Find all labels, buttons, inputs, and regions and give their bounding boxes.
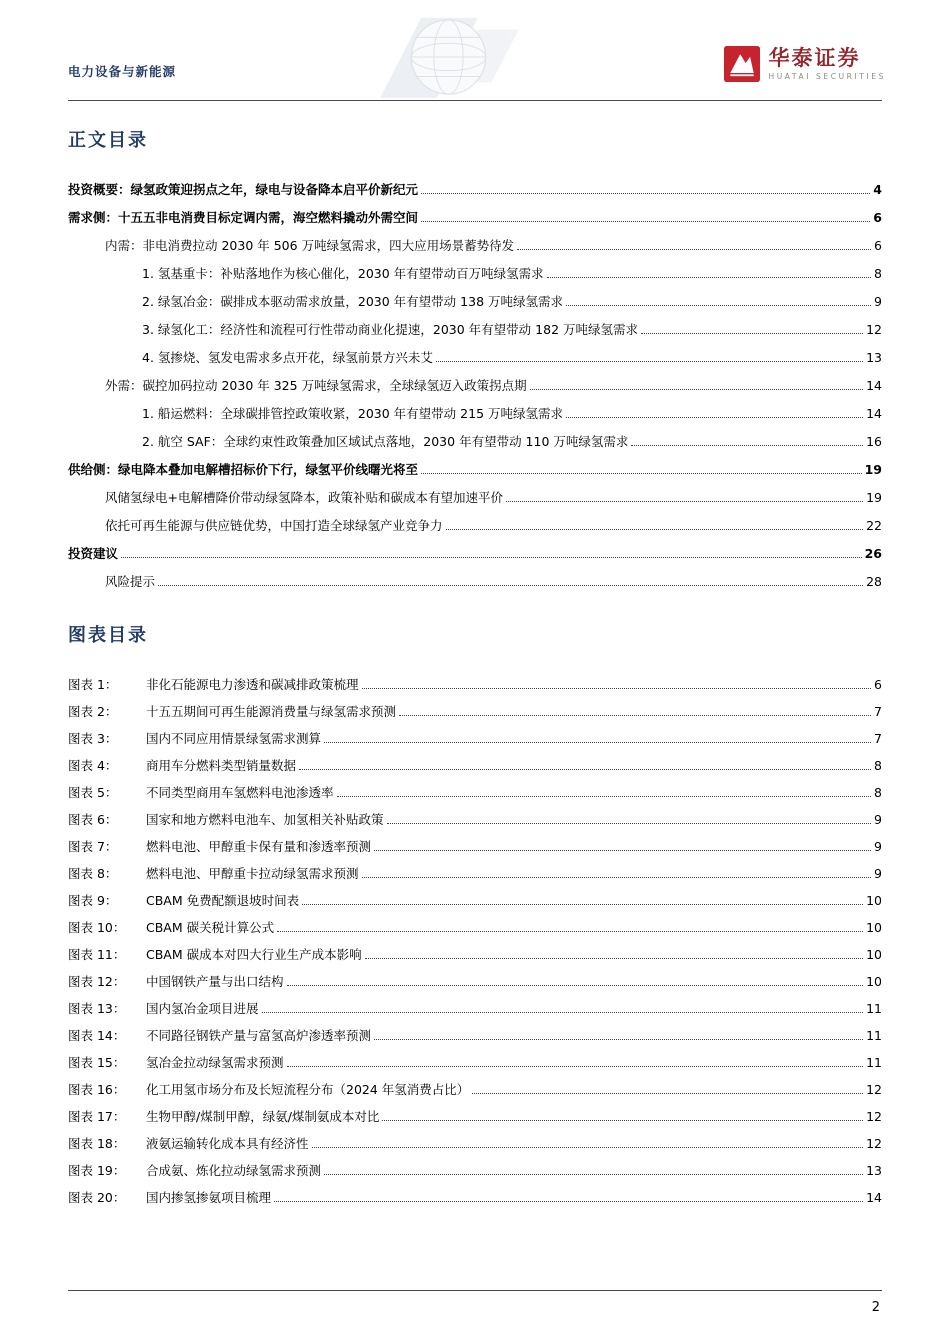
huatai-logo-icon <box>724 46 760 82</box>
figure-entry <box>68 947 882 962</box>
dot-leader <box>158 585 863 586</box>
figure-entry-page: 12 <box>866 1082 882 1097</box>
toc-entry <box>68 210 882 225</box>
toc-entry-text: 供给侧：绿电降本叠加电解槽招标价下行，绿氢平价线曙光将至 <box>68 462 419 477</box>
figure-entry <box>68 704 882 719</box>
figure-entry-label: 图表 2： <box>68 704 118 719</box>
dot-leader <box>631 445 863 446</box>
figure-entry-label: 图表 12： <box>68 974 126 989</box>
figure-entry-text: 化工用氢市场分布及长短流程分布（2024 年氢消费占比） <box>146 1082 470 1097</box>
figure-entry-page: 7 <box>874 704 882 719</box>
toc-entry-page: 4 <box>873 182 882 197</box>
dot-leader <box>324 742 871 743</box>
toc-entry-text: 风储氢绿电+电解槽降价带动绿氢降本，政策补贴和碳成本有望加速平价 <box>105 490 503 505</box>
dot-leader <box>566 305 871 306</box>
figure-entry-label: 图表 9： <box>68 893 118 908</box>
figure-entry-text: 国内氢冶金项目进展 <box>146 1001 259 1016</box>
figure-entry-text: 中国钢铁产量与出口结构 <box>146 974 284 989</box>
dot-leader <box>337 796 872 797</box>
dot-leader <box>421 473 862 474</box>
figure-entry-page: 11 <box>866 1001 882 1016</box>
figure-entry-page: 6 <box>874 677 882 692</box>
toc-entry <box>68 490 882 505</box>
toc-entry-text: 2. 绿氢冶金：碳排成本驱动需求放量，2030 年有望带动 138 万吨绿氢需求 <box>142 294 563 309</box>
dot-leader <box>324 1174 863 1175</box>
toc-entry-text: 4. 氢掺烧、氢发电需求多点开花，绿氢前景方兴未艾 <box>142 350 433 365</box>
toc-entry <box>68 434 882 449</box>
toc-entry <box>68 350 882 365</box>
toc-entry-page: 19 <box>864 462 882 477</box>
toc-entry-page: 28 <box>866 574 882 589</box>
figure-entry-label: 图表 16： <box>68 1082 126 1097</box>
dot-leader <box>299 769 871 770</box>
toc-entry-page: 22 <box>866 518 882 533</box>
toc-list <box>68 182 882 589</box>
figure-entry-page: 9 <box>874 839 882 854</box>
figure-entry-label: 图表 18： <box>68 1136 126 1151</box>
toc-entry <box>68 546 882 561</box>
toc-entry <box>68 378 882 393</box>
figure-entry-page: 9 <box>874 866 882 881</box>
figure-entry-page: 7 <box>874 731 882 746</box>
dot-leader <box>365 958 863 959</box>
dot-leader <box>387 823 872 824</box>
figure-entry-label: 图表 11： <box>68 947 126 962</box>
figure-entry-text: CBAM 免费配额退坡时间表 <box>146 893 300 908</box>
toc-entry-page: 12 <box>866 322 882 337</box>
figure-entry <box>68 1082 882 1097</box>
dot-leader <box>312 1147 864 1148</box>
globe-watermark-image <box>320 12 620 100</box>
figure-entry-label: 图表 8： <box>68 866 118 881</box>
toc-entry-page: 8 <box>874 266 882 281</box>
figure-entry-label: 图表 3： <box>68 731 118 746</box>
figure-entry <box>68 1055 882 1070</box>
figure-entry-text: CBAM 碳成本对四大行业生产成本影响 <box>146 947 362 962</box>
figure-entry-text: 燃料电池、甲醇重卡保有量和渗透率预测 <box>146 839 372 854</box>
figure-entry-text: 氢冶金拉动绿氢需求预测 <box>146 1055 284 1070</box>
figure-entry <box>68 1001 882 1016</box>
toc-entry-text: 1. 氢基重卡：补贴落地作为核心催化，2030 年有望带动百万吨绿氢需求 <box>142 266 544 281</box>
dot-leader <box>374 850 871 851</box>
toc-entry-page: 6 <box>874 238 882 253</box>
dot-leader <box>287 1066 864 1067</box>
dot-leader <box>421 221 870 222</box>
figure-entry <box>68 1190 882 1205</box>
toc-entry-page: 19 <box>866 490 882 505</box>
figure-entry-page: 14 <box>866 1190 882 1205</box>
page-header <box>0 0 950 102</box>
figure-entry-text: 十五五期间可再生能源消费量与绿氢需求预测 <box>146 704 397 719</box>
report-category: 电力设备与新能源 <box>68 64 177 79</box>
figure-entry <box>68 1109 882 1124</box>
figure-entry-text: 国家和地方燃料电池车、加氢相关补贴政策 <box>146 812 384 827</box>
figure-entry-text: 液氨运输转化成本具有经济性 <box>146 1136 309 1151</box>
figure-entry-text: 合成氨、炼化拉动绿氢需求预测 <box>146 1163 322 1178</box>
toc-entry-text: 3. 绿氢化工：经济性和流程可行性带动商业化提速，2030 年有望带动 182 万吨绿氢需求 <box>142 322 638 337</box>
figure-entry-page: 9 <box>874 812 882 827</box>
figures-title: 图表目录 <box>68 625 148 646</box>
figure-entry-page: 10 <box>866 947 882 962</box>
dot-leader <box>362 877 872 878</box>
main-content <box>68 126 882 1217</box>
dot-leader <box>472 1093 863 1094</box>
toc-entry-page: 9 <box>874 294 882 309</box>
toc-entry <box>68 294 882 309</box>
figure-entry <box>68 893 882 908</box>
figure-entry <box>68 677 882 692</box>
toc-entry-text: 投资概要：绿氢政策迎拐点之年，绿电与设备降本启平价新纪元 <box>68 182 419 197</box>
figure-entry-page: 10 <box>866 974 882 989</box>
dot-leader <box>382 1120 863 1121</box>
figure-entry-label: 图表 14： <box>68 1028 126 1043</box>
figure-list <box>68 677 882 1205</box>
figure-entry-page: 11 <box>866 1055 882 1070</box>
toc-entry <box>68 238 882 253</box>
toc-entry-page: 26 <box>864 546 882 561</box>
toc-entry <box>68 266 882 281</box>
toc-entry-page: 6 <box>873 210 882 225</box>
figure-entry-page: 8 <box>874 758 882 773</box>
brand-name: 华泰证券 <box>768 45 861 70</box>
figure-entry-text: 生物甲醇/煤制甲醇，绿氨/煤制氨成本对比 <box>146 1109 380 1124</box>
dot-leader <box>399 715 871 716</box>
figure-entry <box>68 839 882 854</box>
brand-text <box>768 45 886 81</box>
figure-entry <box>68 1163 882 1178</box>
figure-entry <box>68 1028 882 1043</box>
dot-leader <box>506 501 863 502</box>
dot-leader <box>547 277 871 278</box>
figure-entry-text: 不同路径钢铁产量与富氢高炉渗透率预测 <box>146 1028 372 1043</box>
dot-leader <box>302 904 863 905</box>
figure-entry <box>68 758 882 773</box>
toc-entry <box>68 462 882 477</box>
dot-leader <box>287 985 864 986</box>
figure-entry-page: 11 <box>866 1028 882 1043</box>
figure-entry-label: 图表 19： <box>68 1163 126 1178</box>
toc-entry-text: 内需：非电消费拉动 2030 年 506 万吨绿氢需求，四大应用场景蓄势待发 <box>105 238 515 253</box>
dot-leader <box>421 193 870 194</box>
dot-leader <box>362 688 872 689</box>
figure-entry-text: CBAM 碳关税计算公式 <box>146 920 275 935</box>
dot-leader <box>274 1201 863 1202</box>
toc-entry-text: 外需：碳控加码拉动 2030 年 325 万吨绿氢需求，全球绿氢迈入政策拐点期 <box>105 378 527 393</box>
toc-entry <box>68 406 882 421</box>
figure-entry-page: 12 <box>866 1136 882 1151</box>
brand-logo <box>724 46 886 82</box>
figure-entry-label: 图表 17： <box>68 1109 126 1124</box>
figure-entry <box>68 1136 882 1151</box>
figure-entry-text: 国内掺氢掺氨项目梳理 <box>146 1190 272 1205</box>
toc-entry <box>68 574 882 589</box>
toc-entry <box>68 518 882 533</box>
dot-leader <box>517 249 871 250</box>
toc-entry-text: 风险提示 <box>105 574 156 589</box>
figure-entry-label: 图表 13： <box>68 1001 126 1016</box>
dot-leader <box>530 389 864 390</box>
brand-subtitle: HUATAI SECURITIES <box>768 71 886 81</box>
dot-leader <box>641 333 863 334</box>
footer-divider <box>68 1290 882 1291</box>
figure-entry-label: 图表 4： <box>68 758 118 773</box>
figure-entry-label: 图表 20： <box>68 1190 126 1205</box>
figure-entry-text: 燃料电池、甲醇重卡拉动绿氢需求预测 <box>146 866 359 881</box>
figure-entry-label: 图表 5： <box>68 785 118 800</box>
toc-entry-page: 14 <box>866 378 882 393</box>
figure-entry-page: 13 <box>866 1163 882 1178</box>
figure-entry-page: 8 <box>874 785 882 800</box>
figure-entry <box>68 812 882 827</box>
figure-entry-text: 商用车分燃料类型销量数据 <box>146 758 297 773</box>
figure-entry <box>68 866 882 881</box>
figure-entry <box>68 974 882 989</box>
dot-leader <box>262 1012 864 1013</box>
toc-entry-page: 14 <box>866 406 882 421</box>
figure-entry <box>68 731 882 746</box>
figure-entry-text: 非化石能源电力渗透和碳减排政策梳理 <box>146 677 359 692</box>
toc-entry <box>68 322 882 337</box>
dot-leader <box>446 529 864 530</box>
figure-entry-page: 10 <box>866 893 882 908</box>
figure-entry <box>68 785 882 800</box>
toc-entry-text: 1. 船运燃料：全球碳排管控政策收紧，2030 年有望带动 215 万吨绿氢需求 <box>142 406 563 421</box>
toc-entry-text: 投资建议 <box>68 546 119 561</box>
dot-leader <box>436 361 863 362</box>
dot-leader <box>277 931 863 932</box>
figure-entry <box>68 920 882 935</box>
figure-entry-label: 图表 6： <box>68 812 118 827</box>
figure-entry-page: 10 <box>866 920 882 935</box>
dot-leader <box>566 417 863 418</box>
figure-entry-label: 图表 10： <box>68 920 126 935</box>
toc-entry <box>68 182 882 197</box>
toc-entry-page: 16 <box>866 434 882 449</box>
figure-entry-text: 国内不同应用情景绿氢需求测算 <box>146 731 322 746</box>
toc-entry-text: 2. 航空 SAF：全球约束性政策叠加区域试点落地，2030 年有望带动 110 万吨绿氢需求 <box>142 434 629 449</box>
toc-entry-page: 13 <box>866 350 882 365</box>
page-number: 2 <box>871 1300 880 1315</box>
toc-title: 正文目录 <box>68 130 148 151</box>
figure-entry-label: 图表 7： <box>68 839 118 854</box>
toc-entry-text: 依托可再生能源与供应链优势，中国打造全球绿氢产业竞争力 <box>105 518 443 533</box>
figure-entry-text: 不同类型商用车氢燃料电池渗透率 <box>146 785 334 800</box>
figure-entry-label: 图表 1： <box>68 677 118 692</box>
figure-entry-label: 图表 15： <box>68 1055 126 1070</box>
dot-leader <box>374 1039 863 1040</box>
dot-leader <box>121 557 862 558</box>
header-divider <box>68 100 882 101</box>
toc-entry-text: 需求侧：十五五非电消费目标定调内需，海空燃料撬动外需空间 <box>68 210 419 225</box>
figure-entry-page: 12 <box>866 1109 882 1124</box>
